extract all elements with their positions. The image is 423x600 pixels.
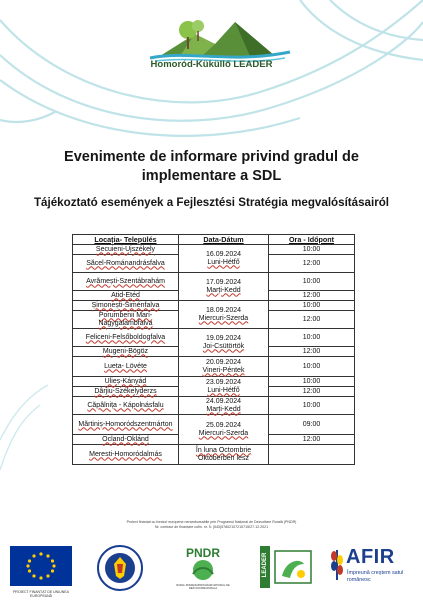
date-cell: În luna Octombrie Októberben lesz bbox=[179, 445, 269, 465]
funding-note: Proiect finanțat cu fonduri europene nerambursabile prin Programul Național de Dezvoltare Rurală (PNDR) Nr. contract de finanțare cofin. nr. 5: (540)57802107215715/27.12.2021 bbox=[126, 520, 297, 529]
pndr-text: PNDR bbox=[185, 546, 220, 560]
org-name: Homoród-Küküllő LEADER bbox=[150, 59, 273, 70]
eu-flag-icon bbox=[10, 546, 72, 586]
pndr-logo bbox=[168, 544, 238, 590]
time-cell: 10:00 bbox=[269, 329, 355, 347]
afir-slogan: Împreună creștem satul românesc bbox=[347, 570, 404, 583]
table-row bbox=[73, 357, 355, 377]
date-cell: 23.09.2024 Luni-Hétfő bbox=[179, 377, 269, 397]
time-cell: 12:00 bbox=[269, 311, 355, 329]
date-cell: 24.09.2024 Marți-Kedd bbox=[179, 397, 269, 415]
location-cell: Șimonești-Siménfalva bbox=[73, 301, 179, 311]
location-cell: Ocland-Oklánd bbox=[73, 435, 179, 445]
column-header-time: Ora - Időpont bbox=[269, 235, 355, 245]
table-row bbox=[73, 245, 355, 255]
table-header-row bbox=[73, 235, 355, 245]
date-cell: 25.09.2024 Miercuri-Szerda bbox=[179, 415, 269, 445]
location-cell: Avrămești-Szentábrahám bbox=[73, 273, 179, 291]
location-cell: Căpâlnița - Kápolnásfalu bbox=[73, 397, 179, 415]
page-title: Evenimente de informare privind gradul de implementare a SDL bbox=[64, 149, 359, 184]
table-row bbox=[73, 397, 355, 415]
eu-caption: PROIECT FINANȚAT DE UNIUNEA EUROPEANĂ bbox=[13, 590, 69, 598]
location-cell: Ulieș-Kányád bbox=[73, 377, 179, 387]
leader-logo bbox=[260, 546, 316, 588]
page-subtitle: Tájékoztató események a Fejlesztési Stratégia megvalósításairól bbox=[33, 196, 390, 209]
location-cell: Feliceni-Felsőboldogfalva bbox=[73, 329, 179, 347]
date-cell: 20.09.2024 Vineri-Péntek bbox=[179, 357, 269, 377]
location-cell: Porumbenii Mari-Nagygalambfalva bbox=[73, 311, 179, 329]
date-cell: 17.09.2024 Marți-Kedd bbox=[179, 273, 269, 301]
location-cell: Săcel-Románandrásfalva bbox=[73, 255, 179, 273]
date-cell: 16.09.2024 Luni-Hétfő bbox=[179, 245, 269, 273]
table-row bbox=[73, 273, 355, 291]
time-cell: 12:00 bbox=[269, 347, 355, 357]
date-cell: 19.09.2024 Joi-Csütörtök bbox=[179, 329, 269, 357]
time-cell: 10:00 bbox=[269, 245, 355, 255]
location-cell: Mărtiniș-Homoródszentmárton bbox=[73, 415, 179, 435]
location-cell: Atid-Etéd bbox=[73, 291, 179, 301]
location-cell: Secuieni-Ujszékely bbox=[73, 245, 179, 255]
government-seal-icon bbox=[96, 544, 144, 592]
leader-text: LEADER bbox=[262, 552, 268, 578]
pndr-caption: RURAL ROMANIA/PROGRAM NATIONAL DE DEZVOLTARE RURALA bbox=[176, 584, 230, 590]
time-cell: 12:00 bbox=[269, 435, 355, 445]
time-cell: 10:00 bbox=[269, 377, 355, 387]
time-cell: 12:00 bbox=[269, 387, 355, 397]
sponsor-logos bbox=[0, 540, 423, 600]
location-cell: Mugeni-Bögöz bbox=[73, 347, 179, 357]
time-cell: 10:00 bbox=[269, 397, 355, 415]
location-cell: Lueta- Lövéte bbox=[73, 357, 179, 377]
time-cell bbox=[269, 445, 355, 465]
date-cell: 18.09.2024 Miercuri-Szerda bbox=[179, 301, 269, 329]
table-row bbox=[73, 445, 355, 465]
afir-logo bbox=[330, 546, 420, 592]
table-row bbox=[73, 301, 355, 311]
column-header-location: Locația- Település bbox=[73, 235, 179, 245]
table-row bbox=[73, 377, 355, 387]
leader-emblem-icon bbox=[274, 550, 312, 584]
events-table bbox=[72, 234, 355, 465]
column-header-date: Data-Dátum bbox=[179, 235, 269, 245]
time-cell: 12:00 bbox=[269, 255, 355, 273]
time-cell: 10:00 bbox=[269, 301, 355, 311]
location-cell: Meresti-Homoródalmás bbox=[73, 445, 179, 465]
time-cell: 10:00 bbox=[269, 273, 355, 291]
time-cell: 10:00 bbox=[269, 357, 355, 377]
time-cell: 12:00 bbox=[269, 291, 355, 301]
table-row bbox=[73, 415, 355, 435]
afir-text: AFIR bbox=[346, 546, 395, 568]
time-cell: 09:00 bbox=[269, 415, 355, 435]
afir-wheat-icon bbox=[330, 546, 344, 582]
table-row bbox=[73, 329, 355, 347]
location-cell: Dârjiu-Székelyderzs bbox=[73, 387, 179, 397]
